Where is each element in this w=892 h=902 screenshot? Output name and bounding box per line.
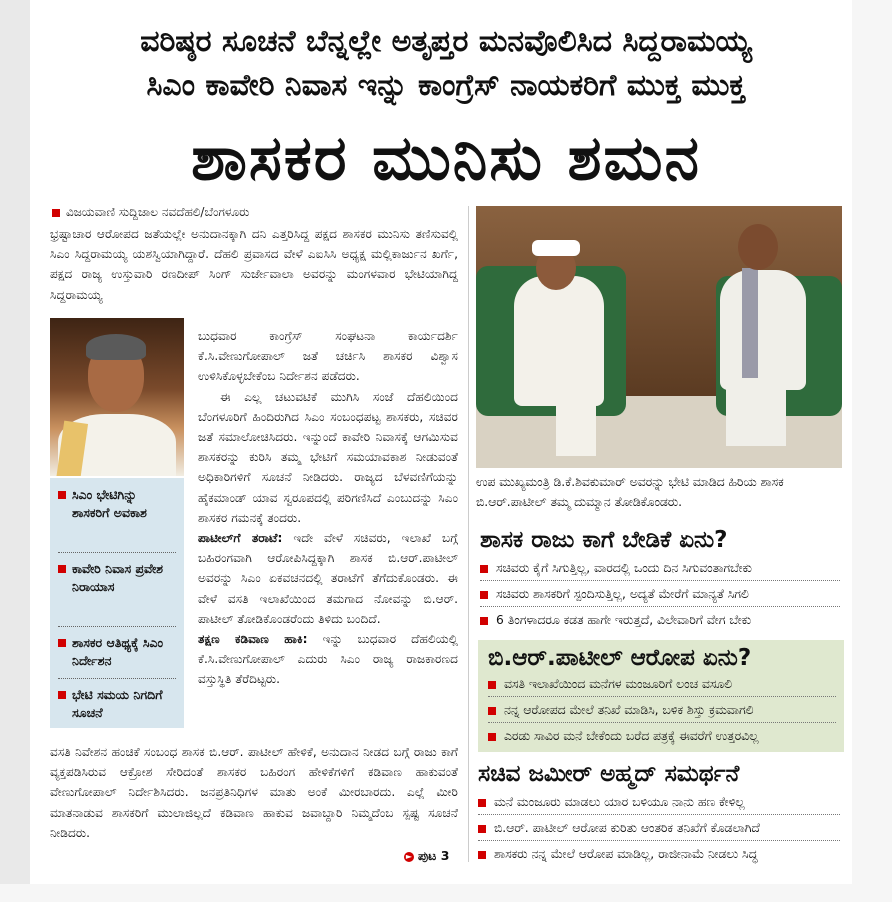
arrow-icon: ►	[405, 851, 413, 861]
bottom-margin	[0, 884, 892, 902]
right-margin	[852, 0, 892, 902]
raju-kage-heading: ಶಾಸಕ ರಾಜು ಕಾಗೆ ಬೇಡಿಕೆ ಏನು?	[480, 527, 728, 553]
patil-allegation-item: ವಸತಿ ಇಲಾಖೆಯಿಂದ ಮನೆಗಳ ಮಂಜೂರಿಗೆ ಲಂಚ ವಸೂಲಿ	[488, 676, 732, 692]
story-paragraph: ಈ ಎಲ್ಲ ಚಟುವಟಿಕೆ ಮುಗಿಸಿ ಸಂಜೆ ದೆಹಲಿಯಿಂದ ಬೆಂಗಳೂರಿಗೆ ಹಿಂದಿರುಗಿದ ಸಿಎಂ ಸಂಬಂಧಪಟ್ಟ ಶಾಸಕರು, ಸಚಿವರ ಜತೆ ಸಮಾಲೋಚಿಸಿದರು. ಇನ್ನುಂದೆ ಕಾವೇರಿ ನಿವಾಸಕ್ಕೆ ಆಗಮಿಸುವ ಶಾಸಕರನ್ನು ಕುರಿಸಿ ತಮ್ಮ ಭೇಟಿಗೆ ಸಮಯಾವಕಾಶ ನೀಡುವಂತೆ ಅಧಿಕಾರಿಗಳಿಗೆ ಸೂಚನೆ ನೀಡಿದರು. ರಾಜ್ಯದ ಬೆಳವಣಿಗೆಯನ್ನು ಹೈಕಮಾಂಡ್ ಯಾವ ಸ್ವರೂಪದಲ್ಲಿ ಪರಿಗಣಿಸಿದೆ ಎಂಬುದನ್ನು ಸಿಎಂ ಶಾಸಕರ ಗಮನಕ್ಕೆ ತಂದರು.	[198, 389, 458, 525]
subhead-patil-reprimand: ಪಾಟೀಲ್‌ಗೆ ತರಾಟೆ:	[198, 531, 283, 546]
highlight-item: ಭೇಟಿ ಸಮಯ ನಿಗದಿಗೆ ಸೂಚನೆ	[58, 686, 178, 722]
story-column-lower	[50, 742, 458, 843]
headline-kicker-1: ವರಿಷ್ಠರ ಸೂಚನೆ ಬೆನ್ನಲ್ಲೇ ಅತೃಪ್ತರ ಮನವೊಲಿಸಿದ ಸಿದ್ದರಾಮಯ್ಯ	[140, 24, 752, 59]
zameer-defense-item: ಶಾಸಕರು ನನ್ನ ಮೇಲೆ ಆರೋಪ ಮಾಡಿಲ್ಲ, ರಾಜೀನಾಮೆ ನೀಡಲು ಸಿದ್ಧ	[478, 846, 758, 862]
patil-heading: ಬಿ.ಆರ್.ಪಾಟೀಲ್ ಆರೋಪ ಏನು?	[488, 645, 752, 671]
patil-allegation-item: ನನ್ನ ಆರೋಪದ ಮೇಲೆ ತನಿಖೆ ಮಾಡಿಸಿ, ಬಳಿಕ ಶಿಸ್ತು ಕ್ರಮವಾಗಲಿ	[488, 702, 753, 718]
red-square-bullet	[52, 209, 60, 217]
continued-page-link[interactable]: ► ಪುಟ 3	[405, 848, 450, 863]
story-paragraph: ವಸತಿ ನಿವೇಶನ ಹಂಚಿಕೆ ಸಂಬಂಧ ಶಾಸಕ ಬಿ.ಆರ್. ಪಾಟೀಲ್ ಹೇಳಿಕೆ, ಅನುದಾನ ನೀಡದ ಬಗ್ಗೆ ರಾಜು ಕಾಗೆ ವ್ಯಕ್ತಪಡಿಸಿರುವ ಆಕ್ರೋಶ ಸೇರಿದಂತೆ ಶಾಸಕರ ಬಹಿರಂಗ ಹೇಳಿಕೆಗಳಿಗೆ ಕಡಿವಾಣ ಹಾಕುವಂತೆ ವೇಣುಗೋಪಾಲ್ ನಿರ್ದೇಶಿಸಿದರು. ಜನಪ್ರತಿನಿಧಿಗಳ ಮಾತು ಅಂಕೆ ಮೀರಬಾರದು. ಎಲ್ಲೆ ಮೀರಿ ಮಾತನಾಡುವ ಶಾಸಕರಿಗೆ ಮುಲಾಜಿಲ್ಲದೆ ಕಡಿವಾಣ ಹಾಕುವ ಜವಾಬ್ದಾರಿ ನಿಮ್ಮದೆಂಬ ಸ್ಪಷ್ಟ ಸೂಚನೆ ನೀಡಿದರು.	[50, 745, 458, 840]
highlights-box	[50, 478, 184, 728]
byline	[52, 205, 249, 220]
story-column-upper	[198, 326, 458, 690]
meeting-photo	[476, 206, 842, 468]
story-intro	[50, 224, 458, 305]
raju-demand-item: ಸಚಿವರು ಕೈಗೆ ಸಿಗುತ್ತಿಲ್ಲ, ವಾರದಲ್ಲಿ ಒಂದು ದಿನ ಸಿಗುವಂತಾಗಬೇಕು	[480, 560, 752, 576]
photo-caption: ಉಪ ಮುಖ್ಯಮಂತ್ರಿ ಡಿ.ಕೆ.ಶಿವಕುಮಾರ್ ಅವರನ್ನು ಭೇಟಿ ಮಾಡಿದ ಹಿರಿಯ ಶಾಸಕ ಬಿ.ಆರ್.ಪಾಟೀಲ್ ತಮ್ಮ ದುಮ್ಮಾನ ತೋಡಿಕೊಂಡರು.	[476, 475, 784, 509]
patil-allegation-item: ಎರಡು ಸಾವಿರ ಮನೆ ಬೇಕೆಂದು ಬರೆದ ಪತ್ರಕ್ಕೆ ಈವರೆಗೆ ಉತ್ತರವಿಲ್ಲ	[488, 728, 759, 744]
main-headline: ಶಾಸಕರ ಮುನಿಸು ಶಮನ	[191, 121, 701, 194]
story-paragraph: ಭ್ರಷ್ಟಾಚಾರ ಆರೋಪದ ಜತೆಯಲ್ಲೇ ಅನುದಾನಕ್ಕಾಗಿ ದನಿ ಎತ್ತರಿಸಿದ್ದ ಪಕ್ಷದ ಶಾಸಕರ ಮುನಿಸು ತಣಿಸುವಲ್ಲಿ ಸಿಎಂ ಸಿದ್ದರಾಮಯ್ಯ ಯಶಸ್ವಿಯಾಗಿದ್ದಾರೆ. ದೆಹಲಿ ಪ್ರವಾಸದ ವೇಳೆ ಎಐಸಿಸಿ ಅಧ್ಯಕ್ಷ ಮಲ್ಲಿಕಾರ್ಜುನ ಖರ್ಗೆ, ಪಕ್ಷದ ರಾಜ್ಯ ಉಸ್ತುವಾರಿ ರಣದೀಪ್ ಸಿಂಗ್ ಸುರ್ಜೇವಾಲಾ ಅವರನ್ನು ಮಂಗಳವಾರ ಭೇಟಿಯಾಗಿದ್ದ ಸಿದ್ದರಾಮಯ್ಯ	[50, 227, 458, 302]
zameer-defense-item: ಮನೆ ಮಂಜೂರು ಮಾಡಲು ಯಾರ ಬಳಿಯೂ ನಾನು ಹಣ ಕೇಳಿಲ್ಲ	[478, 794, 745, 810]
cm-portrait-photo	[50, 318, 184, 476]
raju-demand-item: ಸಚಿವರು ಶಾಸಕರಿಗೆ ಸ್ಪಂದಿಸುತ್ತಿಲ್ಲ, ಅದ್ಯತೆ ಮೇರೆಗೆ ಮಾನ್ಯತೆ ಸಿಗಲಿ	[480, 586, 749, 602]
zameer-defense-item: ಬಿ.ಆರ್. ಪಾಟೀಲ್ ಆರೋಪ ಕುರಿತು ಆಂತರಿಕ ತನಿಖೆಗೆ ಕೊಡಲಾಗಿದೆ	[478, 820, 760, 836]
headline-kicker-2: ಸಿಎಂ ಕಾವೇರಿ ನಿವಾಸ ಇನ್ನು ಕಾಂಗ್ರೆಸ್ ನಾಯಕರಿಗೆ ಮುಕ್ತ ಮುಕ್ತ	[146, 68, 746, 103]
story-paragraph: ಪಾಟೀಲ್‌ಗೆ ತರಾಟೆ: ಇದೇ ವೇಳೆ ಸಚಿವರು, ಇಲಾಖೆ ಬಗ್ಗೆ ಬಹಿರಂಗವಾಗಿ ಆರೋಪಿಸಿದ್ದಕ್ಕಾಗಿ ಶಾಸಕ ಬಿ.ಆರ್.ಪಾಟೀಲ್ ಅವರನ್ನು ಸಿಎಂ ಏಕವಚನದಲ್ಲಿ ತರಾಟೆಗೆ ತೆಗೆದುಕೊಂಡರು. ಈ ವೇಳೆ ವಸತಿ ಇಲಾಖೆಯಿಂದ ತಮಗಾದ ನೋವನ್ನು ಬಿ.ಆರ್. ಪಾಟೀಲ್ ತೋಡಿಕೊಂಡರೆಂದು ತಿಳಿದು ಬಂದಿದೆ.	[198, 531, 458, 626]
column-divider	[468, 206, 469, 862]
highlight-item: ಶಾಸಕರ ಆತಿಥ್ಯಕ್ಕೆ ಸಿಎಂ ನಿರ್ದೇಶನ	[58, 634, 178, 670]
subhead-curb-immediately: ತಕ್ಷಣ ಕಡಿವಾಣ ಹಾಕಿ:	[198, 632, 308, 647]
highlight-item: ಸಿಎಂ ಭೇಟಿಗಿನ್ನು ಶಾಸಕರಿಗೆ ಅವಕಾಶ	[58, 486, 178, 522]
story-paragraph: ತಕ್ಷಣ ಕಡಿವಾಣ ಹಾಕಿ: ಇನ್ನು ಬುಧವಾರ ದೆಹಲಿಯಲ್ಲಿ ಕೆ.ಸಿ.ವೇಣುಗೋಪಾಲ್ ಎದುರು ಸಿಎಂ ರಾಜ್ಯ ರಾಜಕಾರಣದ ವಸ್ತುಸ್ಥಿತಿ ತೆರೆದಿಟ್ಟರು.	[198, 632, 458, 687]
highlight-item: ಕಾವೇರಿ ನಿವಾಸ ಪ್ರವೇಶ ನಿರಾಯಾಸ	[58, 560, 178, 596]
zameer-heading: ಸಚಿವ ಜಮೀರ್ ಅಹ್ಮದ್ ಸಮರ್ಥನೆ	[478, 761, 740, 787]
byline-text: ವಿಜಯವಾಣಿ ಸುದ್ದಿಜಾಲ ನವದೆಹಲಿ/ಬೆಂಗಳೂರು	[66, 205, 250, 219]
raju-demand-item: 6 ತಿಂಗಳಾದರೂ ಕಡತ ಹಾಗೇ ಇರುತ್ತದೆ, ವಿಲೇವಾರಿಗೆ ವೇಗ ಬೇಕು	[480, 612, 751, 628]
story-paragraph: ಬುಧವಾರ ಕಾಂಗ್ರೆಸ್ ಸಂಘಟನಾ ಕಾರ್ಯದರ್ಶಿ ಕೆ.ಸಿ.ವೇಣುಗೋಪಾಲ್ ಜತೆ ಚರ್ಚಿಸಿ ಶಾಸಕರ ವಿಶ್ವಾಸ ಉಳಿಸಿಕೊಳ್ಳಬೇಕೆಂಬ ನಿರ್ದೇಶನ ಪಡೆದರು.	[198, 329, 458, 384]
